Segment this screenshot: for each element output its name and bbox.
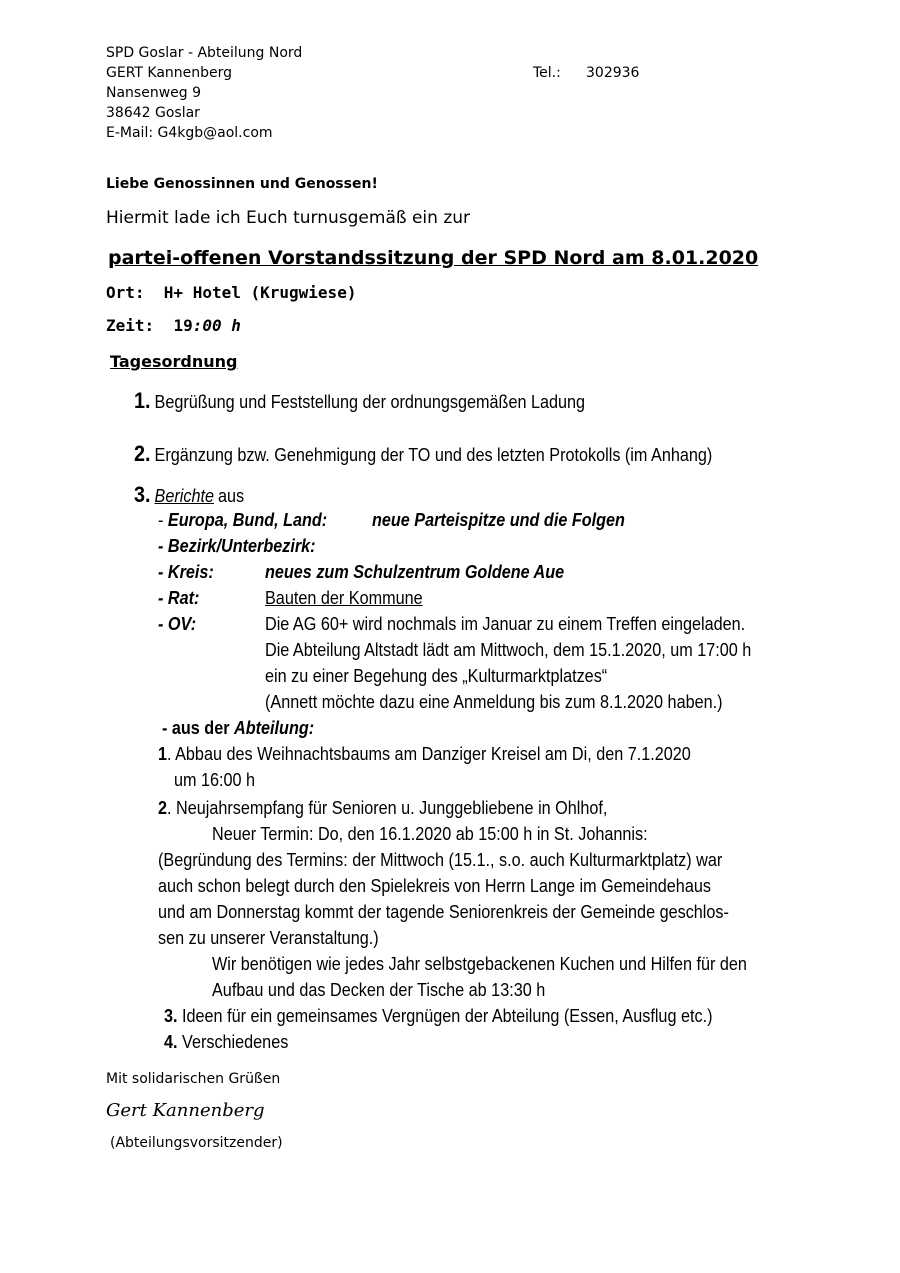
report-bezirk-label: - Bezirk/Unterbezirk: bbox=[158, 536, 316, 556]
point-2-reason-3: und am Donnerstag kommt der tagende Seniorenkreis der Gemeinde geschlos- bbox=[158, 902, 729, 922]
abteilung-label: Abteilung: bbox=[234, 718, 315, 738]
abteilung-point-1 bbox=[158, 744, 691, 765]
closing-text: Mit solidarischen Grüßen bbox=[106, 1071, 281, 1087]
point-2-line-2: Neuer Termin: Do, den 16.1.2020 ab 15:00 h in St. Johannis: bbox=[212, 824, 648, 844]
report-europa-dash: - bbox=[158, 510, 164, 530]
point-1-number: 1 bbox=[158, 744, 168, 764]
agenda-item-2 bbox=[134, 441, 712, 467]
meeting-title: partei-offenen Vorstandssitzung der SPD Nord am 8.01.2020 bbox=[108, 247, 759, 269]
report-ov-line-4: (Annett möchte dazu eine Anmeldung bis zum 8.1.2020 haben.) bbox=[265, 692, 723, 712]
tel-label: Tel.: bbox=[533, 65, 561, 81]
sender-name: GERT Kannenberg bbox=[106, 65, 233, 81]
point-2-text: . Neujahrsempfang für Senioren u. Junggebliebene in Ohlhof, bbox=[167, 798, 608, 818]
agenda-heading: Tagesordnung bbox=[110, 352, 238, 371]
item-1-text: Begrüßung und Feststellung der ordnungsgemäßen Ladung bbox=[154, 392, 586, 412]
time-rest: :00 h bbox=[192, 316, 241, 335]
item-2-text: Ergänzung bzw. Genehmigung der TO und des letzten Protokolls (im Anhang) bbox=[154, 445, 713, 465]
abteilung-prefix: - aus der bbox=[162, 718, 230, 738]
report-ov-label: - OV: bbox=[158, 614, 197, 634]
location-label: Ort: bbox=[106, 283, 145, 302]
report-europa-text: neue Parteispitze und die Folgen bbox=[372, 510, 625, 530]
point-2-number: 2 bbox=[158, 798, 168, 818]
report-ov-line-2: Die Abteilung Altstadt lädt am Mittwoch, dem 15.1.2020, um 17:00 h bbox=[265, 640, 752, 660]
abteilung-point-4 bbox=[164, 1032, 288, 1053]
time-label: Zeit: bbox=[106, 316, 155, 335]
abteilung-point-2 bbox=[158, 798, 607, 819]
agenda-item-1 bbox=[134, 388, 585, 414]
abteilung-heading bbox=[162, 718, 314, 739]
location-value: H+ Hotel (Krugwiese) bbox=[163, 283, 357, 302]
sender-street: Nansenweg 9 bbox=[106, 85, 202, 101]
report-ov-line-3: ein zu einer Begehung des „Kulturmarktplatzes“ bbox=[265, 666, 608, 686]
signature: Gert Kannenberg bbox=[106, 1100, 265, 1121]
point-2-need-2: Aufbau und das Decken der Tische ab 13:30 h bbox=[212, 980, 546, 1000]
sender-email: E-Mail: G4kgb@aol.com bbox=[106, 125, 273, 141]
item-3-number: 3. bbox=[134, 482, 151, 507]
point-2-reason-4: sen zu unserer Veranstaltung.) bbox=[158, 928, 379, 948]
report-rat-text: Bauten der Kommune bbox=[265, 588, 423, 608]
greeting: Liebe Genossinnen und Genossen! bbox=[106, 176, 378, 192]
point-2-need-1: Wir benötigen wie jedes Jahr selbstgebackenen Kuchen und Hilfen für den bbox=[212, 954, 747, 974]
point-1-text: . Abbau des Weihnachtsbaums am Danziger Kreisel am Di, den 7.1.2020 bbox=[167, 744, 691, 764]
report-ov-line-1: Die AG 60+ wird nochmals im Januar zu einem Treffen eingeladen. bbox=[265, 614, 746, 634]
sender-city: 38642 Goslar bbox=[106, 105, 200, 121]
item-1-number: 1. bbox=[134, 388, 151, 413]
report-europa bbox=[158, 510, 327, 531]
item-2-number: 2. bbox=[134, 441, 151, 466]
intro-text: Hiermit lade ich Euch turnusgemäß ein zur bbox=[106, 208, 471, 228]
point-4-text: Verschiedenes bbox=[182, 1032, 289, 1052]
report-kreis-label: - Kreis: bbox=[158, 562, 214, 582]
signer-role: (Abteilungsvorsitzender) bbox=[110, 1135, 283, 1151]
abteilung-point-3 bbox=[164, 1006, 712, 1027]
report-kreis-text: neues zum Schulzentrum Goldene Aue bbox=[265, 562, 565, 582]
point-2-reason-2: auch schon belegt durch den Spielekreis von Herrn Lange im Gemeindehaus bbox=[158, 876, 711, 896]
sender-org: SPD Goslar - Abteilung Nord bbox=[106, 45, 303, 61]
report-rat-label: - Rat: bbox=[158, 588, 200, 608]
point-3-text: Ideen für ein gemeinsames Vergnügen der Abteilung (Essen, Ausflug etc.) bbox=[182, 1006, 713, 1026]
time-hour: 19 bbox=[173, 316, 193, 335]
time-line bbox=[106, 316, 241, 335]
item-3-label: Berichte bbox=[154, 486, 214, 506]
point-1-line-2: um 16:00 h bbox=[174, 770, 256, 790]
tel-number: 302936 bbox=[586, 65, 640, 81]
report-europa-label: Europa, Bund, Land: bbox=[167, 510, 328, 530]
point-3-number: 3. bbox=[164, 1006, 178, 1026]
location-line bbox=[106, 283, 356, 302]
point-4-number: 4. bbox=[164, 1032, 178, 1052]
item-3-suffix: aus bbox=[217, 486, 245, 506]
agenda-item-3 bbox=[134, 482, 244, 508]
point-2-reason-1: (Begründung des Termins: der Mittwoch (15.1., s.o. auch Kulturmarktplatz) war bbox=[158, 850, 723, 870]
